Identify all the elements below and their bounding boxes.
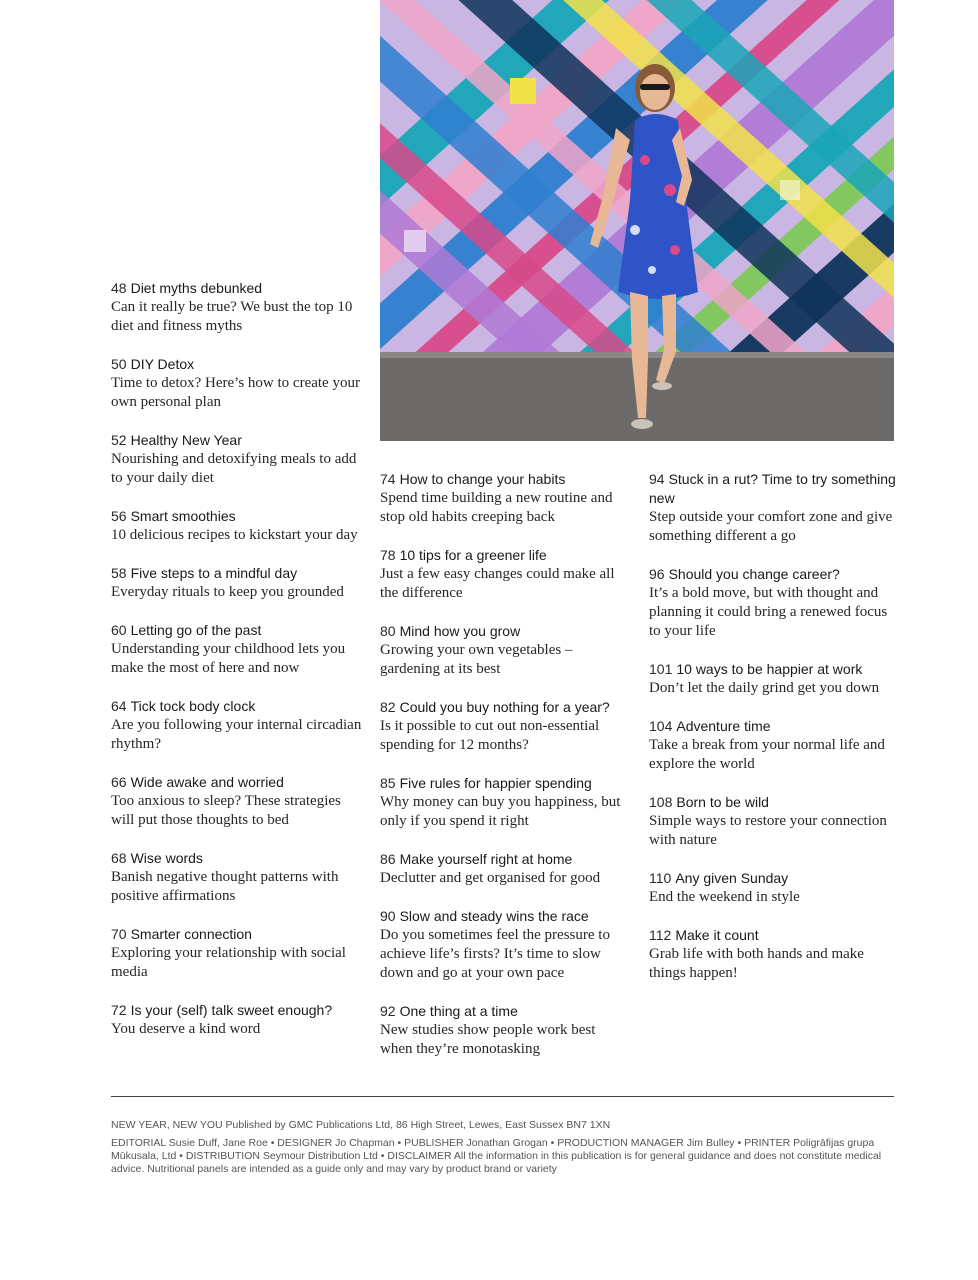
entry-page-number: 52 bbox=[111, 432, 127, 448]
entry-heading bbox=[649, 470, 899, 508]
entry-heading bbox=[380, 774, 630, 793]
entry-description: Do you sometimes feel the pressure to achieve life’s firsts? It’s time to slow down and go at your own pace bbox=[380, 927, 610, 981]
entry-description: Why money can buy you happiness, but only if you spend it right bbox=[380, 794, 621, 829]
credits-line: EDITORIAL Susie Duff, Jane Roe • DESIGNER Jo Chapman • PUBLISHER Jonathan Grogan • PRODUCTION MANAGER Jim Bulley • PRINTER Poligrāfijas grupa Mūkusala, Ltd • DISTRIBUTION Seymour Distribution Ltd • DISCLAIMER All the information in this publication is for general guidance and does not constitute medical advice. Nutritional panels are intended as a guide only and may vary by product brand or variety bbox=[111, 1137, 882, 1175]
entry-page-number: 72 bbox=[111, 1002, 127, 1018]
entry-title: Born to be wild bbox=[676, 794, 769, 810]
hero-photo-mural bbox=[380, 0, 894, 441]
entry-description: End the weekend in style bbox=[649, 889, 800, 905]
entry-description: Declutter and get organised for good bbox=[380, 870, 601, 886]
entry-title: Slow and steady wins the race bbox=[399, 908, 589, 924]
contents-entry[interactable] bbox=[380, 546, 630, 603]
entry-heading bbox=[380, 907, 630, 926]
hero-photo bbox=[380, 0, 894, 441]
contents-entry[interactable] bbox=[649, 660, 899, 698]
entry-page-number: 70 bbox=[111, 926, 127, 942]
entry-page-number: 82 bbox=[380, 699, 396, 715]
entry-description: Just a few easy changes could make all the difference bbox=[380, 566, 615, 601]
entry-description: Spend time building a new routine and stop old habits creeping back bbox=[380, 490, 613, 525]
entry-heading bbox=[111, 621, 366, 640]
contents-entry[interactable] bbox=[111, 1001, 366, 1039]
entry-description: Step outside your comfort zone and give something different a go bbox=[649, 509, 893, 544]
contents-entry[interactable] bbox=[649, 793, 899, 850]
entry-description: Everyday rituals to keep you grounded bbox=[111, 584, 344, 600]
entry-heading bbox=[649, 869, 899, 888]
entry-heading bbox=[111, 773, 366, 792]
entry-description: Time to detox? Here’s how to create your own personal plan bbox=[111, 375, 360, 410]
contents-entry[interactable] bbox=[111, 507, 366, 545]
entry-page-number: 85 bbox=[380, 775, 396, 791]
entry-title: Healthy New Year bbox=[130, 432, 242, 448]
entry-title: Tick tock body clock bbox=[130, 698, 256, 714]
entry-description: You deserve a kind word bbox=[111, 1021, 261, 1037]
entry-heading bbox=[380, 1002, 630, 1021]
contents-entry[interactable] bbox=[380, 470, 630, 527]
contents-entry[interactable] bbox=[649, 926, 899, 983]
entry-page-number: 110 bbox=[649, 870, 672, 886]
entry-heading bbox=[649, 717, 899, 736]
entry-title: Diet myths debunked bbox=[130, 280, 263, 296]
entry-page-number: 66 bbox=[111, 774, 127, 790]
entry-title: Five rules for happier spending bbox=[399, 775, 592, 791]
contents-entry[interactable] bbox=[111, 773, 366, 830]
entry-page-number: 64 bbox=[111, 698, 127, 714]
entry-description: It’s a bold move, but with thought and planning it could bring a renewed focus to your life bbox=[649, 585, 888, 639]
contents-entry[interactable] bbox=[111, 697, 366, 754]
contents-entry[interactable] bbox=[111, 355, 366, 412]
entry-heading bbox=[111, 507, 366, 526]
entry-page-number: 92 bbox=[380, 1003, 396, 1019]
contents-entry[interactable] bbox=[649, 717, 899, 774]
entry-page-number: 60 bbox=[111, 622, 127, 638]
contents-entry[interactable] bbox=[649, 565, 899, 641]
contents-entry[interactable] bbox=[380, 774, 630, 831]
entry-heading bbox=[111, 564, 366, 583]
entry-title: Mind how you grow bbox=[399, 623, 521, 639]
entry-heading bbox=[649, 565, 899, 584]
entry-page-number: 101 bbox=[649, 661, 673, 677]
entry-heading bbox=[380, 850, 630, 869]
entry-description: Banish negative thought patterns with positive affirmations bbox=[111, 869, 339, 904]
entry-description: 10 delicious recipes to kickstart your day bbox=[111, 527, 358, 543]
entry-description: Don’t let the daily grind get you down bbox=[649, 680, 880, 696]
footer-divider bbox=[111, 1096, 894, 1097]
entry-title: One thing at a time bbox=[399, 1003, 518, 1019]
entry-title: Smarter connection bbox=[130, 926, 252, 942]
entry-title: DIY Detox bbox=[130, 356, 195, 372]
entry-description: Is it possible to cut out non-essential spending for 12 months? bbox=[380, 718, 600, 753]
entry-heading bbox=[111, 849, 366, 868]
entry-heading bbox=[111, 431, 366, 450]
entry-title: Wise words bbox=[130, 850, 203, 866]
contents-entry[interactable] bbox=[649, 869, 899, 907]
entry-heading bbox=[111, 279, 366, 298]
entry-heading bbox=[380, 470, 630, 489]
entry-description: Grab life with both hands and make things happen! bbox=[649, 946, 864, 981]
contents-column-3 bbox=[649, 470, 899, 1002]
entry-title: Adventure time bbox=[676, 718, 771, 734]
entry-heading bbox=[111, 697, 366, 716]
entry-description: New studies show people work best when they’re monotasking bbox=[380, 1022, 596, 1057]
entry-title: Is your (self) talk sweet enough? bbox=[130, 1002, 333, 1018]
entry-description: Understanding your childhood lets you make the most of here and now bbox=[111, 641, 346, 676]
contents-entry[interactable] bbox=[380, 1002, 630, 1059]
entry-description: Growing your own vegetables – gardening at its best bbox=[380, 642, 573, 677]
entry-title: Letting go of the past bbox=[130, 622, 262, 638]
entry-page-number: 80 bbox=[380, 623, 396, 639]
publication-credits bbox=[111, 1119, 894, 1181]
contents-entry[interactable] bbox=[111, 925, 366, 982]
entry-page-number: 86 bbox=[380, 851, 396, 867]
entry-title: Make it count bbox=[675, 927, 759, 943]
contents-entry[interactable] bbox=[380, 850, 630, 888]
entry-title: Five steps to a mindful day bbox=[130, 565, 298, 581]
entry-page-number: 74 bbox=[380, 471, 396, 487]
contents-column-1 bbox=[111, 279, 366, 1058]
contents-entry[interactable] bbox=[380, 622, 630, 679]
entry-page-number: 94 bbox=[649, 471, 665, 487]
contents-column-2 bbox=[380, 470, 630, 1078]
entry-title: Smart smoothies bbox=[130, 508, 236, 524]
entry-page-number: 108 bbox=[649, 794, 673, 810]
entry-title: Make yourself right at home bbox=[399, 851, 573, 867]
entry-title: Should you change career? bbox=[668, 566, 840, 582]
contents-entry[interactable] bbox=[111, 849, 366, 906]
entry-heading bbox=[649, 926, 899, 945]
entry-page-number: 90 bbox=[380, 908, 396, 924]
entry-page-number: 78 bbox=[380, 547, 396, 563]
entry-title: Could you buy nothing for a year? bbox=[399, 699, 610, 715]
entry-description: Nourishing and detoxifying meals to add to your daily diet bbox=[111, 451, 357, 486]
entry-page-number: 50 bbox=[111, 356, 127, 372]
entry-page-number: 96 bbox=[649, 566, 665, 582]
entry-title: 10 ways to be happier at work bbox=[676, 661, 863, 677]
entry-heading bbox=[111, 925, 366, 944]
contents-entry[interactable] bbox=[380, 698, 630, 755]
entry-heading bbox=[380, 546, 630, 565]
entry-page-number: 48 bbox=[111, 280, 127, 296]
contents-entry[interactable] bbox=[649, 470, 899, 546]
contents-entry[interactable] bbox=[380, 907, 630, 983]
entry-page-number: 68 bbox=[111, 850, 127, 866]
entry-title: Any given Sunday bbox=[675, 870, 789, 886]
contents-entry[interactable] bbox=[111, 564, 366, 602]
entry-title: Stuck in a rut? Time to try something new bbox=[649, 471, 896, 506]
entry-heading bbox=[380, 622, 630, 641]
entry-description: Simple ways to restore your connection with nature bbox=[649, 813, 887, 848]
entry-title: How to change your habits bbox=[399, 471, 566, 487]
contents-entry[interactable] bbox=[111, 431, 366, 488]
entry-heading bbox=[649, 660, 899, 679]
entry-heading bbox=[380, 698, 630, 717]
entry-description: Too anxious to sleep? These strategies will put those thoughts to bed bbox=[111, 793, 341, 828]
entry-heading bbox=[111, 355, 366, 374]
entry-description: Take a break from your normal life and explore the world bbox=[649, 737, 885, 772]
entry-description: Are you following your internal circadian rhythm? bbox=[111, 717, 362, 752]
entry-heading bbox=[649, 793, 899, 812]
entry-page-number: 112 bbox=[649, 927, 672, 943]
entry-page-number: 56 bbox=[111, 508, 127, 524]
entry-title: 10 tips for a greener life bbox=[399, 547, 547, 563]
contents-entry[interactable] bbox=[111, 621, 366, 678]
entry-heading bbox=[111, 1001, 366, 1020]
entry-title: Wide awake and worried bbox=[130, 774, 284, 790]
entry-description: Can it really be true? We bust the top 10 diet and fitness myths bbox=[111, 299, 353, 334]
contents-entry[interactable] bbox=[111, 279, 366, 336]
entry-page-number: 58 bbox=[111, 565, 127, 581]
entry-page-number: 104 bbox=[649, 718, 673, 734]
entry-description: Exploring your relationship with social media bbox=[111, 945, 346, 980]
publisher-line: NEW YEAR, NEW YOU Published by GMC Publications Ltd, 86 High Street, Lewes, East Sussex BN7 1XN bbox=[111, 1119, 611, 1131]
